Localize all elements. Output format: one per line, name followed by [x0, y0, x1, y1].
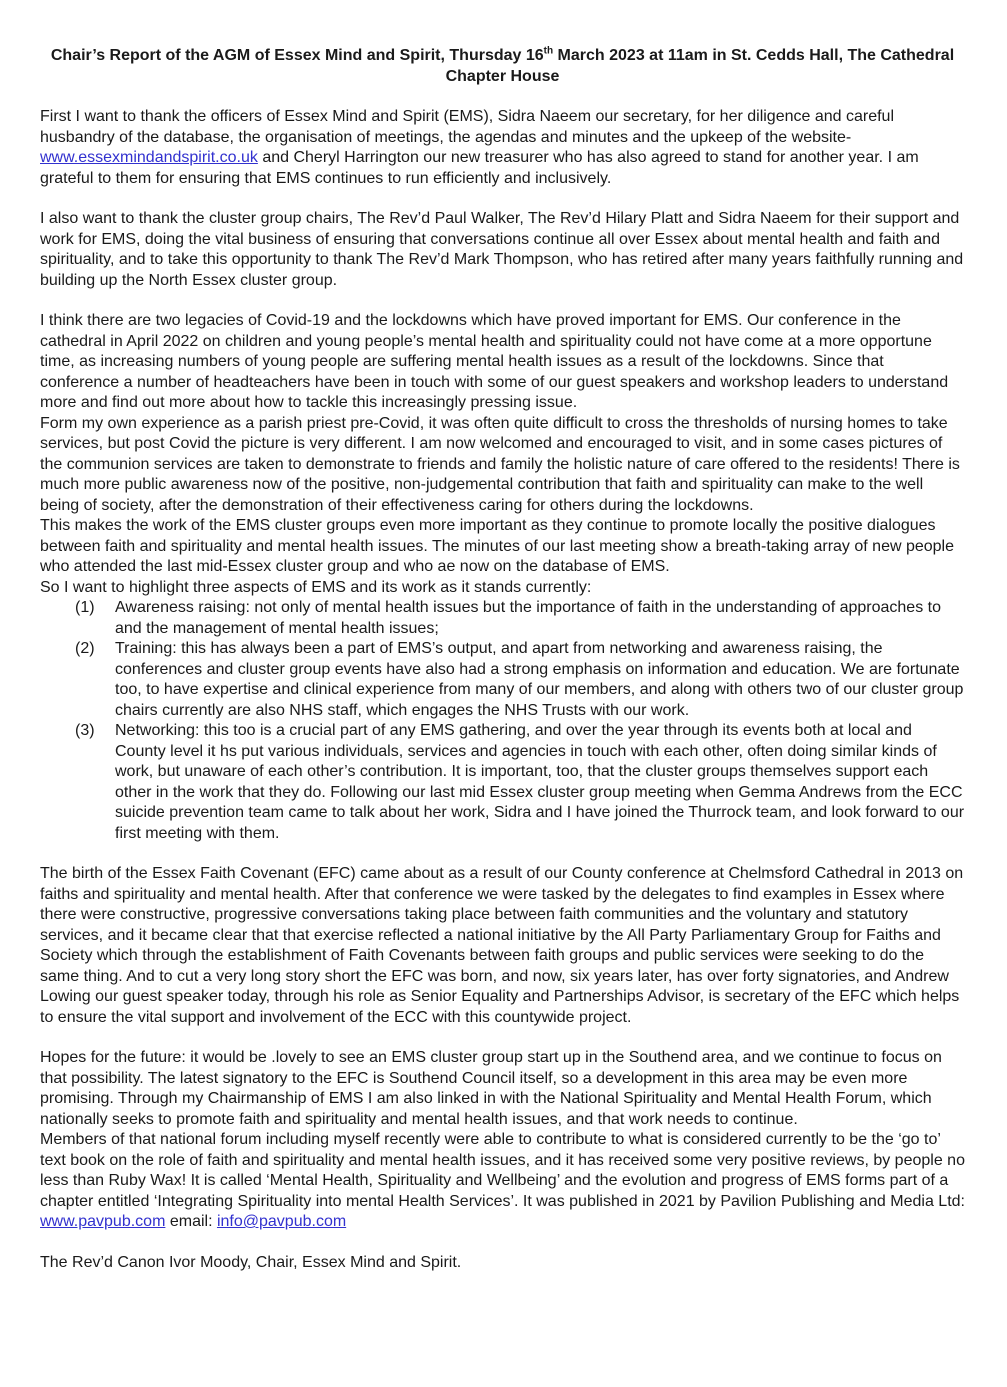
thanks-officers-text-post: and Cheryl Harrington our new treasurer who has also agreed to stand for another year. I am grateful to them for ensuring that EMS continues to run efficiently and inclusively. [40, 149, 919, 187]
section-covid-legacies [40, 311, 965, 844]
thanks-officers-text-pre: First I want to thank the officers of Essex Mind and Spirit (EMS), Sidra Naeem our secretary, for her diligence and careful husbandry of the database, the organisation of meetings, the agendas and minutes and the upkeep of the website- [40, 108, 894, 146]
signature-line: The Rev’d Canon Ivor Moody, Chair, Essex Mind and Spirit. [40, 1253, 462, 1271]
title-text-start: Chair’s Report of the AGM of Essex Mind and Spirit, Thursday 16 [50, 47, 544, 64]
title-text-end: March 2023 at 11am in St. Cedds Hall, The Cathedral Chapter House [445, 47, 955, 85]
list-marker-3: (3) [75, 722, 95, 739]
list-marker-1: (1) [75, 599, 95, 616]
paragraph-faith-covenant: The birth of the Essex Faith Covenant (EFC) came about as a result of our County conference at Chelmsford Cathedral in 2013 on faiths and spirituality and mental health. After that conference we were tasked by the delegates to find examples in Essex where there were constructive, progressive conversations taking place between faith communities and the voluntary and statutory services, and it became clear that that exercise reflected a national initiative by the All Party Parliamentary Group for Faiths and Society which through the establishment of Faith Covenants between faith groups and public services were seeking to do the same thing. And to cut a very long story short the EFC was born, and now, six years later, has over forty signatories, and Andrew Lowing our guest speaker today, through his role as Senior Equality and Partnerships Advisor, is secretary of the EFC which helps to ensure the vital support and involvement of the ECC with this countywide project. [40, 865, 964, 1026]
list-item-training [75, 639, 965, 721]
paragraph-thanks-officers [40, 107, 965, 189]
ordinal-superscript: th [543, 45, 554, 57]
ems-website-link[interactable]: www.essexmindandspirit.co.uk [40, 149, 258, 166]
paragraph-legacies: I think there are two legacies of Covid-19 and the lockdowns which have proved important for EMS. Our conference in the cathedral in April 2022 on children and young people’s mental health and spirituality could not have come at a more opportune time, as increasing numbers of young people are suffering mental health issues as a result of the lockdowns. Since that conference a number of headteachers have been in touch with some of our guest speakers and workshop leaders to understand more and find out more about how to tackle this increasingly pressing issue. [40, 312, 949, 411]
paragraph-cluster-importance: This makes the work of the EMS cluster groups even more important as they continue to promote locally the positive dialogues between faith and spirituality and mental health issues. The minutes of our last meeting show a breath-taking array of new people who attended the last mid-Essex cluster group and who ae now on the database of EMS. [40, 517, 955, 575]
list-text-networking: Networking: this too is a crucial part of any EMS gathering, and over the year through its events both at local and County level it hs put various individuals, services and agencies in touch with each other, often doing similar kinds of work, but unaware of each other’s contribution. It is important, too, that the cluster groups themselves support each other in the work that they do. Following our last mid Essex cluster group meeting when Gemma Andrews from the ECC suicide prevention team came to talk about her work, Sidra and I have joined the Thurrock team, and look forward to our first meeting with them. [115, 722, 965, 842]
pavpub-website-link[interactable]: www.pavpub.com [40, 1213, 166, 1230]
paragraph-thanks-chairs: I also want to thank the cluster group chairs, The Rev’d Paul Walker, The Rev’d Hilary Platt and Sidra Naeem for their support and work for EMS, doing the vital business of ensuring that conversations continue all over Essex about mental health and faith and spirituality, and to take this opportunity to thank The Rev’d Mark Thompson, who has retired after many years faithfully running and building up the North Essex cluster group. [40, 210, 964, 289]
document-title [40, 46, 965, 87]
list-item-awareness-raising [75, 598, 965, 639]
list-item-networking [75, 721, 965, 844]
numbered-list [40, 598, 965, 844]
paragraph-parish-experience: Form my own experience as a parish priest pre-Covid, it was often quite difficult to cross the thresholds of nursing homes to take services, but post Covid the picture is very different. I am now welcomed and encouraged to visit, and in some cases pictures of the communion services are taken to demonstrate to friends and family the holistic nature of care offered to the residents! There is much more public awareness now of the positive, non-judgemental contribution that faith and spirituality can make to the well being of society, after the demonstration of their effectiveness caring for others during the lockdowns. [40, 414, 960, 514]
list-text-awareness-raising: Awareness raising: not only of mental health issues but the importance of faith in the understanding of approaches to and the management of mental health issues; [115, 599, 941, 637]
list-marker-2: (2) [75, 640, 95, 657]
paragraph-textbook [40, 1130, 965, 1233]
textbook-text-pre: Members of that national forum including myself recently were able to contribute to what is considered currently to be the ‘go to’ text book on the role of faith and spirituality and mental health issues, and it has received some very positive reviews, by people no less than Ruby Wax! It is called ‘Mental Health, Spirituality and Wellbeing’ and the evolution and progress of EMS forms part of a chapter entitled ‘Integrating Spirituality into mental Health Services’. It was published in 2021 by Pavilion Publishing and Media Ltd: [40, 1131, 965, 1210]
list-text-training: Training: this has always been a part of EMS’s output, and apart from networking and awareness raising, the conferences and cluster group events have also had a strong emphasis on information and education. We are fortunate too, to have expertise and clinical experience from many of our members, and along with others two of our cluster group chairs currently are also NHS staff, which engages the NHS Trusts with our work. [115, 640, 964, 719]
pavpub-email-link[interactable]: info@pavpub.com [216, 1213, 347, 1230]
paragraph-highlight-intro: So I want to highlight three aspects of EMS and its work as it stands currently: [40, 578, 592, 596]
section-hopes-future [40, 1048, 965, 1233]
textbook-text-mid: email: [165, 1213, 217, 1230]
paragraph-hopes: Hopes for the future: it would be .lovely to see an EMS cluster group start up in the Southend area, and we continue to focus on that possibility. The latest signatory to the EFC is Southend Council itself, so a development in this area may be even more promising. Through my Chairmanship of EMS I am also linked in with the National Spirituality and Mental Health Forum, which nationally seeks to promote faith and spirituality and mental health issues, and that work needs to continue. [40, 1049, 942, 1128]
